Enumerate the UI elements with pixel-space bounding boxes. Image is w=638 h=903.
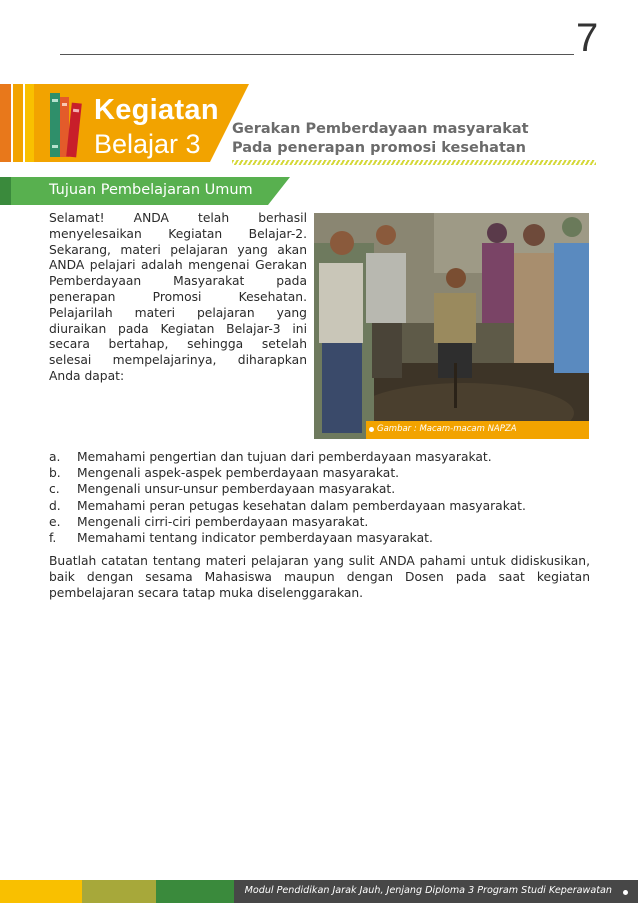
list-item bbox=[49, 481, 526, 497]
list-text: Memahami peran petugas kesehatan dalam pemberdayaan masyarakat. bbox=[77, 498, 526, 513]
footer-bar-yellow bbox=[0, 880, 82, 903]
list-item bbox=[49, 465, 526, 481]
list-marker: c. bbox=[49, 482, 60, 497]
activity-title: Kegiatan bbox=[94, 94, 219, 126]
list-text: Mengenali cirri-ciri pemberdayaan masyarakat. bbox=[77, 514, 369, 529]
list-marker: d. bbox=[49, 498, 61, 513]
closing-paragraph: Buatlah catatan tentang materi pelajaran yang sulit ANDA pahami untuk didiskusikan, baik dengan sesama Mahasiswa maupun dengan Dosen pada saat kegiatan pembelajaran secara tatap muka diselenggarakan. bbox=[49, 554, 590, 601]
hatched-divider bbox=[232, 160, 596, 165]
header-rule bbox=[60, 54, 574, 55]
community-photo bbox=[314, 213, 589, 439]
list-item bbox=[49, 449, 526, 465]
list-marker: a. bbox=[49, 450, 61, 464]
footer-bar-olive bbox=[82, 880, 156, 903]
chapter-subtitle bbox=[232, 120, 529, 158]
list-marker: b. bbox=[49, 466, 61, 481]
footer bbox=[234, 880, 638, 903]
activity-number: Belajar 3 bbox=[94, 129, 201, 159]
footer-dot-icon bbox=[623, 890, 628, 895]
footer-text: Modul Pendidikan Jarak Jauh, Jenjang Diploma 3 Program Studi Keperawatan bbox=[244, 885, 612, 896]
list-item bbox=[49, 530, 526, 546]
list-text: Memahami pengertian dan tujuan dari pemberdayaan masyarakat. bbox=[77, 450, 492, 464]
books-icon bbox=[48, 91, 82, 159]
photo-caption-bar bbox=[366, 421, 589, 439]
list-text: Memahami tentang indicator pemberdayaan masyarakat. bbox=[77, 531, 433, 546]
photo-caption: Gambar : Macam-macam NAPZA bbox=[377, 424, 517, 434]
subtitle-line-1: Gerakan Pemberdayaan masyarakat bbox=[232, 121, 529, 137]
intro-paragraph: Selamat! ANDA telah berhasil menyelesaikan Kegiatan Belajar-2. Sekarang, materi pelajaran yang akan ANDA pelajari adalah mengenai Gerakan Pemberdayaan Masyarakat pada penerapan Promosi Kesehatan. Pelajarilah materi pelajaran yang diuraikan pada Kegiatan Belajar-3 ini secara bertahap, sehingga setelah selesai mempelajarinya, diharapkan Anda dapat: bbox=[49, 211, 307, 383]
bullet-dot-icon bbox=[369, 427, 374, 432]
page-number: 7 bbox=[576, 16, 599, 60]
objectives-list bbox=[49, 449, 526, 546]
list-item bbox=[49, 498, 526, 514]
list-text: Mengenali aspek-aspek pemberdayaan masyarakat. bbox=[77, 466, 400, 481]
list-marker: e. bbox=[49, 514, 61, 529]
list-text: Mengenali unsur-unsur pemberdayaan masyarakat. bbox=[77, 482, 396, 497]
subtitle-line-2: Pada penerapan promosi kesehatan bbox=[232, 140, 526, 156]
list-marker: f. bbox=[49, 531, 57, 546]
section-title: Tujuan Pembelajaran Umum bbox=[49, 182, 253, 198]
footer-bar-green bbox=[156, 880, 234, 903]
list-item bbox=[49, 514, 526, 530]
